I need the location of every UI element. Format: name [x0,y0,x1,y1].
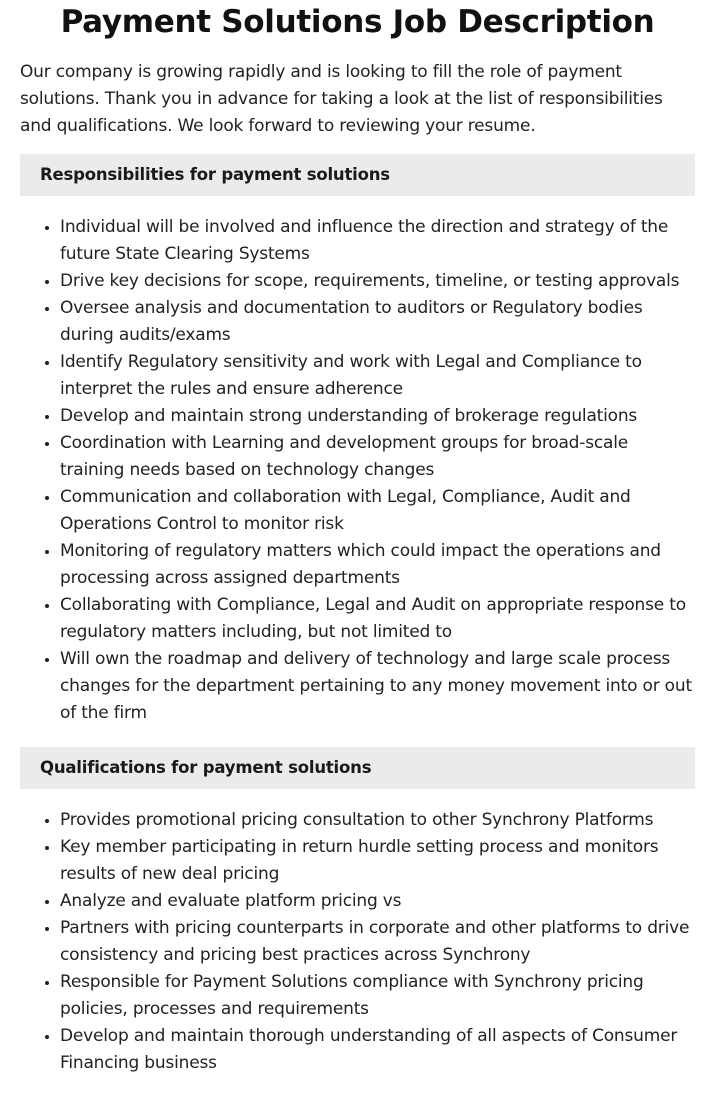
page-title: Payment Solutions Job Description [60,4,655,40]
responsibility-item: • Drive key decisions for scope, requirements, timeline, or testing approvals [60,268,695,295]
responsibility-item: • Oversee analysis and documentation to auditors or Regulatory bodies during audits/exams [60,295,695,349]
qualifications-heading: Qualifications for payment solutions [20,747,695,789]
qualification-item: • Partners with pricing counterparts in corporate and other platforms to drive consistency and pricing best practices across Synchrony [60,915,695,969]
intro-paragraph: Our company is growing rapidly and is looking to fill the role of payment solutions. Thank you in advance for taking a look at the list of responsibilities and qualifications. We look forward to reviewing your resume. [20,62,663,136]
qualification-item: • Key member participating in return hurdle setting process and monitors results of new deal pricing [60,834,695,888]
responsibility-item: • Coordination with Learning and development groups for broad-scale training needs based on technology changes [60,430,695,484]
responsibility-item: • Communication and collaboration with Legal, Compliance, Audit and Operations Control to monitor risk [60,484,695,538]
responsibility-item: • Develop and maintain strong understanding of brokerage regulations [60,403,695,430]
responsibilities-heading: Responsibilities for payment solutions [20,154,695,196]
responsibilities-list [20,214,695,727]
qualifications-list [20,807,695,1077]
qualification-item: • Responsible for Payment Solutions compliance with Synchrony pricing policies, processes and requirements [60,969,695,1023]
qualification-item: • Analyze and evaluate platform pricing vs [60,888,695,915]
qualification-item: • Provides promotional pricing consultation to other Synchrony Platforms [60,807,695,834]
responsibility-item: • Monitoring of regulatory matters which could impact the operations and processing across assigned departments [60,538,695,592]
responsibility-item: • Individual will be involved and influence the direction and strategy of the future State Clearing Systems [60,214,695,268]
responsibility-item: • Collaborating with Compliance, Legal and Audit on appropriate response to regulatory matters including, but not limited to [60,592,695,646]
responsibility-item: • Identify Regulatory sensitivity and work with Legal and Compliance to interpret the rules and ensure adherence [60,349,695,403]
responsibility-item: • Will own the roadmap and delivery of technology and large scale process changes for the department pertaining to any money movement into or out of the firm [60,646,695,727]
qualification-item: • Develop and maintain thorough understanding of all aspects of Consumer Financing business [60,1023,695,1077]
